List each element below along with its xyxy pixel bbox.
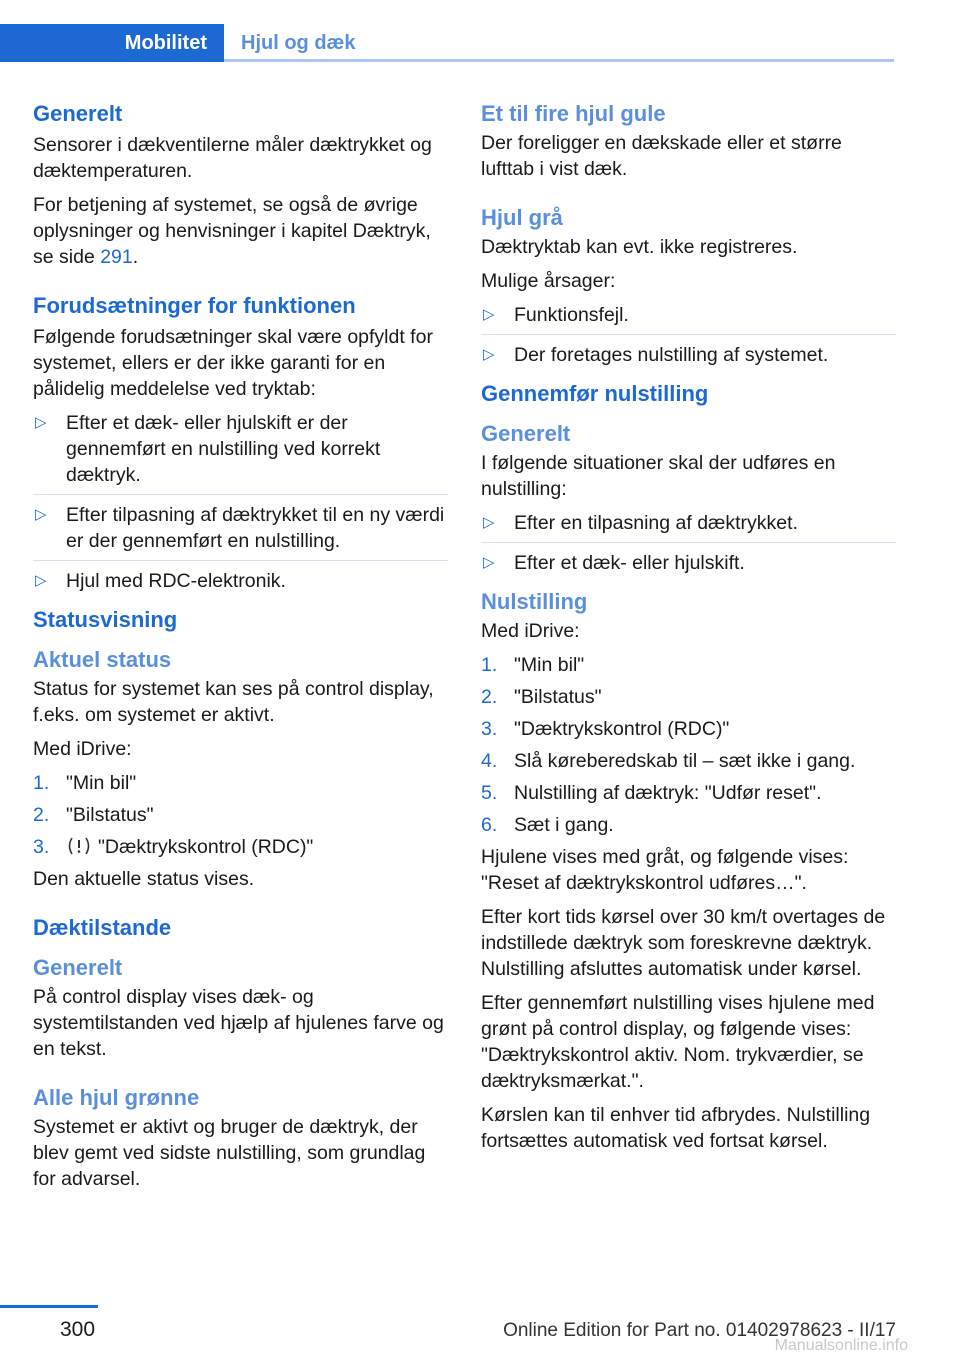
heading-forudsaetninger: Forudsætninger for funktionen (33, 293, 356, 318)
paragraph: Efter kort tids kørsel over 30 km/t overtages de indstillede dæktryk som foreskrevne dæktryk. Nulstilling afsluttes automatisk under kørsel. (481, 906, 886, 980)
list-item-text: Efter et dæk- eller hjulskift er der gennemført en nulstilling ved korrekt dæktryk. (66, 412, 381, 486)
edition-label: Online Edition for Part no. 01402978623 - II/17 (503, 1320, 896, 1341)
heading-nulstilling: Nulstilling (481, 589, 588, 614)
step-item (481, 684, 896, 710)
page-link[interactable]: 291 (100, 246, 133, 268)
list-item (481, 542, 896, 576)
heading-alle-hjul-groenne: Alle hjul grønne (33, 1085, 200, 1110)
status-steps-list (33, 770, 448, 860)
paragraph: Sensorer i dækventilerne måler dæktrykket og dæktemperaturen. (33, 134, 432, 182)
step-item (33, 770, 448, 796)
list-item (33, 410, 448, 488)
page-number: 300 (60, 1318, 96, 1341)
heading-hjul-graa: Hjul grå (481, 205, 563, 230)
footer-rule (0, 1305, 98, 1308)
triangle-bullet-icon: ▷ (483, 554, 495, 571)
step-number: 2. (33, 804, 50, 826)
step-number: 6. (481, 814, 498, 836)
triangle-bullet-icon: ▷ (483, 514, 495, 531)
heading-statusvisning: Statusvisning (33, 607, 178, 632)
paragraph: Med iDrive: (481, 620, 580, 642)
paragraph: Hjulene vises med gråt, og følgende vises: "Reset af dæktrykskontrol udføres…". (481, 846, 849, 894)
left-column (33, 100, 448, 1200)
reset-steps-list (481, 652, 896, 838)
list-item-text: Funktionsfejl. (514, 304, 629, 326)
step-item (481, 812, 896, 838)
paragraph: I følgende situationer skal der udføres en nulstilling: (481, 452, 836, 500)
step-text: "Bilstatus" (66, 804, 154, 826)
watermark: Manualsonline.info (774, 1337, 908, 1354)
right-column (481, 100, 896, 1162)
triangle-bullet-icon: ▷ (35, 506, 47, 523)
step-number: 5. (481, 782, 498, 804)
step-text: Nulstilling af dæktryk: "Udfør reset". (514, 782, 822, 804)
paragraph: Den aktuelle status vises. (33, 868, 255, 890)
list-item (33, 494, 448, 554)
heading-generelt: Generelt (33, 955, 123, 980)
step-text: "Bilstatus" (514, 686, 602, 708)
header-bar (0, 24, 894, 62)
step-text: "Min bil" (66, 772, 137, 794)
triangle-bullet-icon: ▷ (483, 346, 495, 363)
heading-daektilstande: Dæktilstande (33, 915, 172, 940)
tire-pressure-warning-icon (66, 836, 92, 856)
list-item-text: Hjul med RDC-elektronik. (66, 570, 286, 592)
triangle-bullet-icon: ▷ (483, 306, 495, 323)
step-item (33, 802, 448, 828)
step-text: Sæt i gang. (514, 814, 614, 836)
triangle-bullet-icon: ▷ (35, 414, 47, 431)
paragraph: Status for systemet kan ses på control display, f.eks. om systemet er aktivt. (33, 678, 434, 726)
list-item (481, 334, 896, 368)
list-item (481, 510, 896, 536)
heading-aktuel-status: Aktuel status (33, 647, 172, 672)
step-number: 4. (481, 750, 498, 772)
paragraph: Der foreligger en dækskade eller et større lufttab i vist dæk. (481, 132, 842, 180)
paragraph: Mulige årsager: (481, 270, 616, 292)
heading-generelt: Generelt (33, 101, 123, 126)
situations-list (481, 510, 896, 576)
step-item (481, 748, 896, 774)
paragraph: Med iDrive: (33, 738, 132, 760)
step-number: 1. (33, 772, 50, 794)
triangle-bullet-icon: ▷ (35, 572, 47, 589)
list-item-text: Efter et dæk- eller hjulskift. (514, 552, 745, 574)
list-item-text: Efter tilpasning af dæktrykket til en ny værdi er der gennemført en nulstilling. (66, 504, 445, 552)
header-rule (224, 59, 894, 62)
subsection-tab[interactable]: Hjul og dæk (241, 31, 356, 54)
paragraph-text: For betjening af systemet, se også de øvrige oplysninger og henvisninger i kapitel Dæktryk, se side (33, 194, 431, 268)
heading-gule-hjul: Et til fire hjul gule (481, 101, 666, 126)
paragraph: Følgende forudsætninger skal være opfyldt for systemet, ellers er der ikke garanti for en pålidelig meddelelse ved tryktab: (33, 326, 433, 400)
paragraph: På control display vises dæk- og systemtilstanden ved hjælp af hjulenes farve og en tekst. (33, 986, 444, 1060)
requirements-list (33, 410, 448, 594)
step-text: Slå køreberedskab til – sæt ikke i gang. (514, 750, 856, 772)
step-item (481, 652, 896, 678)
step-number: 2. (481, 686, 498, 708)
step-number: 3. (33, 836, 50, 858)
step-text: "Min bil" (514, 654, 585, 676)
heading-generelt: Generelt (481, 421, 571, 446)
paragraph: Dæktryktab kan evt. ikke registreres. (481, 236, 798, 258)
step-text: "Dæktrykskontrol (RDC)" (514, 718, 730, 740)
list-item-text: Efter en tilpasning af dæktrykket. (514, 512, 798, 534)
list-item (481, 302, 896, 328)
step-number: 3. (481, 718, 498, 740)
section-tab[interactable]: Mobilitet (0, 24, 224, 62)
paragraph-with-link (33, 192, 448, 270)
punctuation: . (132, 246, 139, 268)
paragraph: Efter gennemført nulstilling vises hjulene med grønt på control display, og følgende vises: "Dæktrykskontrol aktiv. Nom. trykværdier, se dæktryksmærkat.". (481, 992, 875, 1092)
step-text: "Dæktrykskontrol (RDC)" (98, 836, 314, 858)
step-item (481, 780, 896, 806)
paragraph: Systemet er aktivt og bruger de dæktryk, der blev gemt ved sidste nulstilling, som grundlag for advarsel. (33, 1116, 426, 1190)
causes-list (481, 302, 896, 368)
list-item (33, 560, 448, 594)
step-item (481, 716, 896, 742)
step-item (33, 834, 448, 860)
step-number: 1. (481, 654, 498, 676)
paragraph: Kørslen kan til enhver tid afbrydes. Nulstilling fortsættes automatisk ved fortsat kørsel. (481, 1104, 871, 1152)
heading-gennemfoer-nulstilling: Gennemfør nulstilling (481, 381, 709, 406)
list-item-text: Der foretages nulstilling af systemet. (514, 344, 829, 366)
